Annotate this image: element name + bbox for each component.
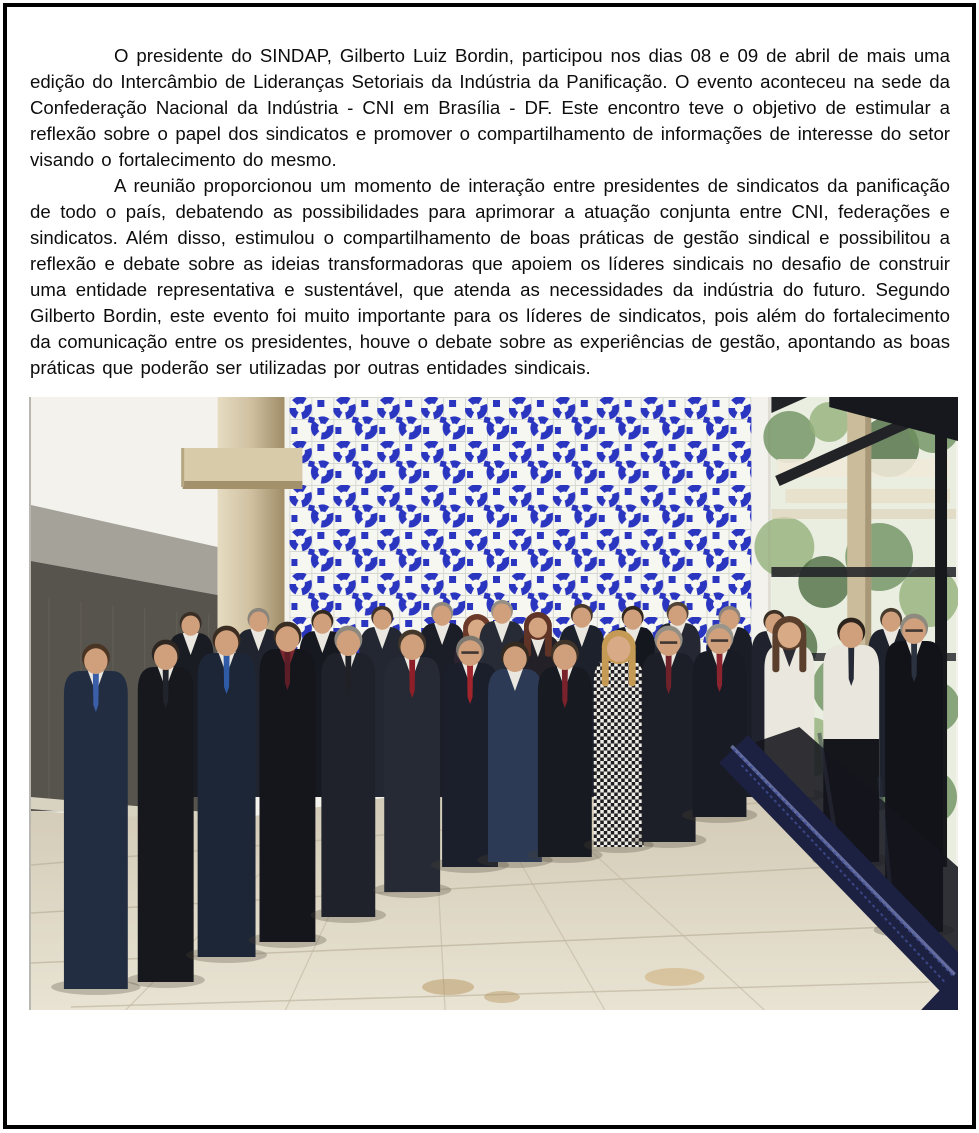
article-text xyxy=(7,7,972,381)
group-photo xyxy=(29,397,958,1010)
document-page xyxy=(3,3,976,1129)
group-photo-scene xyxy=(31,397,958,1010)
article-paragraph: A reunião proporcionou um momento de interação entre presidentes de sindicatos da panificação de todo o país, debatendo as possibilidades para aprimorar a atuação conjunta entre CNI, federações e sindicatos. Além disso, estimulou o compartilhamento de boas práticas de gestão sindical e possibilitou a reflexão e debate sobre as ideias transformadoras que apoiem os líderes sindicais no desafio de construir uma entidade representativa e sustentável, que atenda as necessidades da indústria do futuro. Segundo Gilberto Bordin, este evento foi muito importante para os líderes de sindicatos, pois além do fortalecimento da comunicação entre os presidentes, houve o debate sobre as experiências de gestão, apontando as boas práticas que poderão ser utilizadas por outras entidades sindicais. xyxy=(30,175,950,378)
article-paragraph: O presidente do SINDAP, Gilberto Luiz Bordin, participou nos dias 08 e 09 de abril de mais uma edição do Intercâmbio de Lideranças Setoriais da Indústria da Panificação. O evento aconteceu na sede da Confederação Nacional da Indústria - CNI em Brasília - DF. Este encontro teve o objetivo de estimular a reflexão sobre o papel dos sindicatos e promover o compartilhamento de informações de interesse do setor visando o fortalecimento do mesmo. xyxy=(30,45,950,170)
